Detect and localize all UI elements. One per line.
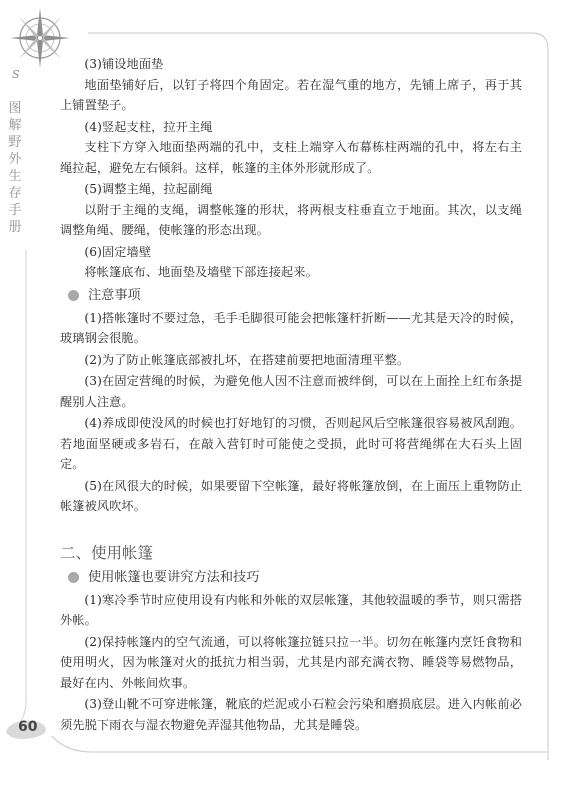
tip-item: (3)登山靴不可穿进帐篷，靴底的烂泥或小石粒会污染和磨损底层。进入内帐前必须先脱下雨衣与湿衣物避免弄湿其他物品，尤其是睡袋。 xyxy=(60,697,522,732)
page-number: 60 xyxy=(18,719,38,735)
series-title-char: 图 xyxy=(8,101,22,116)
page-number-badge xyxy=(4,717,48,741)
notes-heading xyxy=(60,285,522,307)
note-item: (4)养成即使没风的时候也打好地钉的习惯，否则起风后空帐篷很容易被风刮跑。若地面坚硬或多岩石，在敲入营钉时可能使之受损，此时可将营绳绑在大石头上固定。 xyxy=(60,416,522,471)
step3-title: (3)铺设地面垫 xyxy=(84,57,164,71)
series-title-vertical xyxy=(5,100,25,236)
series-title-char: 册 xyxy=(8,220,22,235)
tips-heading-label: 使用帐篷也要讲究方法和技巧 xyxy=(88,569,260,585)
series-title-char: 外 xyxy=(8,152,22,167)
section-title: 二、使用帐篷 xyxy=(60,543,154,562)
series-title-char: 生 xyxy=(8,169,22,184)
tip-item: (1)寒冷季节时应使用设有内帐和外帐的双层帐篷，其他较温暖的季节，则只需搭外帐。 xyxy=(60,592,522,627)
step4-title: (4)竖起支柱，拉开主绳 xyxy=(84,119,213,134)
step6-title: (6)固定墙壁 xyxy=(84,244,152,259)
series-title-char: 解 xyxy=(8,118,22,133)
step3-text: 地面垫铺好后，以钉子将四个角固定。若在湿气重的地方，先铺上席子，再于其上铺置垫子。 xyxy=(60,77,522,112)
note-item: (2)为了防止帐篷底部被扎坏，在搭建前要把地面清理平整。 xyxy=(84,352,410,367)
tip-item: (2)保持帐篷内的空气流通，可以将帐篷拉链只拉一半。切勿在帐篷内烹饪食物和使用明火，因为帐篷对火的抵抗力相当弱，尤其是内部充满衣物、睡袋等易燃物品，最好在内、外帐间炊事。 xyxy=(60,634,522,690)
note-item: (3)在固定营绳的时候，为避免他人因不注意而被绊倒，可以在上面拴上红布条提醒别人注意。 xyxy=(60,374,522,409)
series-title-char: 手 xyxy=(8,203,22,218)
note-item: (1)搭帐篷时不要过急，毛手毛脚很可能会把帐篷杆折断——尤其是天冷的时候，玻璃钢会很脆。 xyxy=(60,310,522,345)
step6-text: 将帐篷底布、地面垫及墙壁下部连接起来。 xyxy=(84,265,318,279)
page-body xyxy=(60,54,522,735)
series-title-char: 存 xyxy=(8,186,22,201)
series-title-char: 野 xyxy=(8,135,22,150)
bullet-dot-icon xyxy=(68,290,79,301)
notes-heading-label: 注意事项 xyxy=(88,287,141,303)
bullet-dot-icon xyxy=(68,572,79,583)
tips-heading xyxy=(60,567,522,589)
step5-title: (5)调整主绳，拉起副绳 xyxy=(84,182,213,196)
note-item: (5)在风很大的时候，如果要留下空帐篷，最好将帐篷放倒，在上面压上重物防止帐篷被风吹坏。 xyxy=(60,478,522,513)
compass-letter: S xyxy=(12,68,20,81)
step5-text: 以附于主绳的支绳，调整帐篷的形状，将两根支柱垂直立于地面。其次，以支绳调整角绳、腰绳，使帐篷的形态出现。 xyxy=(60,202,522,237)
step4-text: 支柱下方穿入地面垫两端的孔中，支柱上端穿入布幕栋柱两端的孔中，将左右主绳拉起，避免左右倾斜。这样，帐篷的主体外形就形成了。 xyxy=(60,140,522,175)
